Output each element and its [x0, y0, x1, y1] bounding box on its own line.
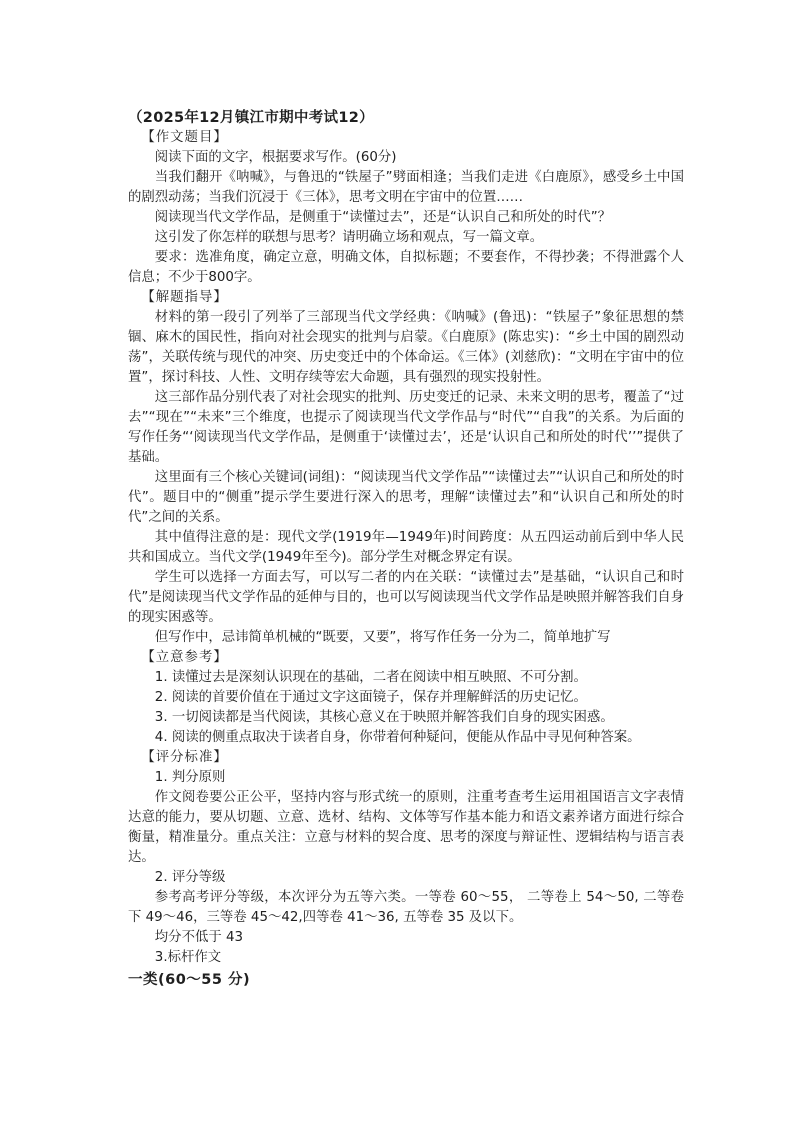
guide-paragraph-2: 这三部作品分别代表了对社会现实的批判、历史变迁的记录、未来文明的思考，覆盖了“过去”“现在”“未来”三个维度，也提示了阅读现当代文学作品与“时代”“自我”的关系。为后面的写作任务“‘阅读现当代文学作品，是侧重于‘读懂过去’，还是‘认识自己和所处的时代’’”提供了基础。: [128, 390, 684, 465]
score-paragraph-2: 参考高考评分等级，本次评分为五等六类。一等卷 60～55， 二等卷上 54～50, 二等卷下 49～46，三等卷 45～42,四等卷 41～36, 五等卷 35 及以下。: [128, 890, 684, 925]
score-average: 均分不低于 43: [154, 930, 244, 945]
topic-paragraph-2: 阅读现当代文学作品，是侧重于“读懂过去”，还是“认识自己和所处的时代”？: [154, 210, 612, 225]
idea-item-3: 3. 一切阅读都是当代阅读，其核心意义在于映照并解答我们自身的现实困惑。: [154, 710, 614, 725]
guide-paragraph-5: 学生可以选择一方面去写，可以写二者的内在关联：“读懂过去”是基础，“认识自己和时代”是阅读现当代文学作品的延伸与目的，也可以写阅读现当代文学作品是映照并解答我们自身的现实困惑等。: [128, 570, 684, 625]
guide-paragraph-4: 其中值得注意的是：现代文学(1919年—1949年)时间跨度：从五四运动前后到中华人民共和国成立。当代文学(1949年至今)。部分学生对概念界定有误。: [128, 530, 684, 565]
topic-instruction: 阅读下面的文字，根据要求写作。(60分): [154, 150, 397, 165]
guide-paragraph-3: 这里面有三个核心关键词(词组)：“阅读现当代文学作品”“读懂过去”“认识自己和所处的时代”。题目中的“侧重”提示学生要进行深入的思考，理解“读懂过去”和“认识自己和所处的时代”之间的关系。: [128, 470, 684, 525]
idea-heading: 【立意参考】: [141, 650, 228, 665]
doc-title: （2025年12月镇江市期中考试12）: [128, 110, 374, 126]
idea-item-1: 1. 读懂过去是深刻认识现在的基础，二者在阅读中相互映照、不可分割。: [154, 670, 587, 685]
idea-item-2: 2. 阅读的首要价值在于通过文字这面镜子，保存并理解鲜活的历史记忆。: [154, 690, 587, 705]
score-paragraph-1: 作文阅卷要公正公平，坚持内容与形式统一的原则，注重考查考生运用祖国语言文字表情达意的能力，要从切题、立意、选材、结构、文体等写作基本能力和语文素养诸方面进行综合衡量，精准量分。重点关注：立意与材料的契合度、思考的深度与辩证性、逻辑结构与语言表达。: [128, 790, 684, 865]
topic-heading: 【作文题目】: [141, 130, 228, 145]
guide-heading: 【解题指导】: [141, 290, 228, 305]
score-subheading-2: 2. 评分等级: [154, 870, 226, 885]
topic-requirements: 要求：选准角度，确定立意，明确文体，自拟标题；不要套作，不得抄袭；不得泄露个人信息；不少于800字。: [128, 250, 684, 285]
guide-paragraph-1: 材料的第一段引了列举了三部现当代文学经典：《呐喊》(鲁迅)：“铁屋子”象征思想的禁锢、麻木的国民性，指向对社会现实的批判与启蒙。《白鹿原》(陈忠实)：“乡土中国的剧烈动荡”，关联传统与现代的冲突、历史变迁中的个体命运。《三体》(刘慈欣)：“文明在宇宙中的位置”，探讨科技、人性、文明存续等宏大命题，具有强烈的现实投射性。: [128, 310, 684, 385]
score-heading: 【评分标准】: [141, 750, 228, 765]
idea-item-4: 4. 阅读的侧重点取决于读者自身，你带着何种疑问，便能从作品中寻见何种答案。: [154, 730, 641, 745]
guide-paragraph-6: 但写作中，忌讳简单机械的“既要，又要”，将写作任务一分为二，简单地扩写: [154, 630, 611, 645]
document-page: [128, 108, 684, 990]
score-subheading-3: 3.标杆作文: [154, 950, 222, 965]
score-subheading-1: 1. 判分原则: [154, 770, 226, 785]
topic-paragraph-3: 这引发了你怎样的联想与思考？请明确立场和观点，写一篇文章。: [154, 230, 544, 245]
topic-paragraph-1: 当我们翻开《呐喊》，与鲁迅的“铁屋子”劈面相逢；当我们走进《白鹿原》，感受乡土中国的剧烈动荡；当我们沉浸于《三体》，思考文明在宇宙中的位置……: [128, 170, 684, 205]
grade-one-title: 一类(60～55 分): [128, 972, 251, 988]
